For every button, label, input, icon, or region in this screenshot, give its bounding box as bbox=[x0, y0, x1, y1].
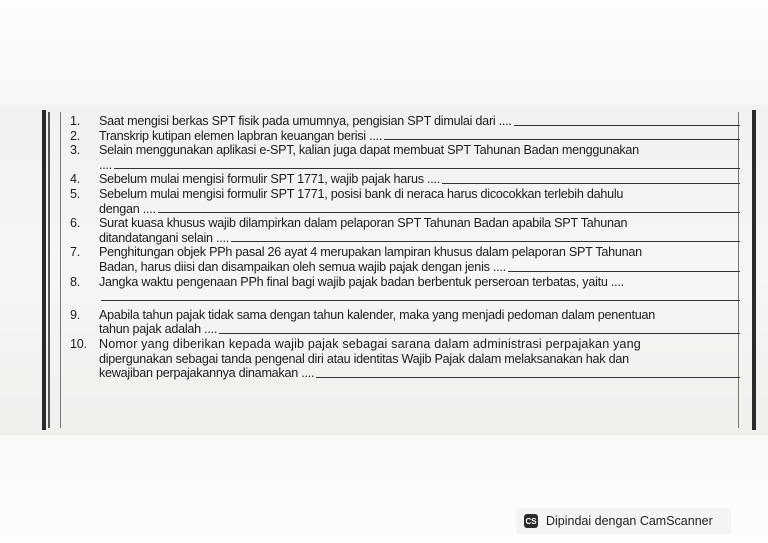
right-border-thick bbox=[752, 110, 756, 430]
answer-blank[interactable] bbox=[231, 241, 740, 242]
camscanner-logo-icon: CS bbox=[524, 514, 538, 528]
question-text: ditandatangani selain .... bbox=[99, 230, 230, 245]
question-item bbox=[64, 187, 740, 216]
question-text: Saat mengisi berkas SPT fisik pada umumnya, pengisian SPT dimulai dari .... bbox=[99, 114, 512, 128]
question-text: Transkrip kutipan elemen lapbran keuangan berisi .... bbox=[99, 128, 383, 143]
question-text: dipergunakan sebagai tanda pengenal diri atau identitas Wajib Pajak dalam melaksanakan hak dan bbox=[99, 351, 629, 366]
question-number: 10. bbox=[70, 336, 87, 351]
question-number: 8. bbox=[70, 274, 81, 289]
answer-blank[interactable] bbox=[508, 271, 740, 272]
camscanner-watermark bbox=[516, 508, 731, 534]
question-number: 9. bbox=[70, 307, 81, 322]
question-item bbox=[64, 337, 740, 381]
question-list bbox=[64, 114, 740, 381]
question-text: Selain menggunakan aplikasi e-SPT, kalian juga dapat membuat SPT Tahunan Badan menggunakan bbox=[99, 143, 639, 158]
question-text: Sebelum mulai mengisi formulir SPT 1771, posisi bank di neraca harus dicocokkan terlebih dahulu bbox=[99, 186, 624, 201]
question-text: Sebelum mulai mengisi formulir SPT 1771, wajib pajak harus .... bbox=[99, 172, 441, 187]
question-text: Jangka waktu pengenaan PPh final bagi wajib pajak badan berbentuk perseroan terbatas, yaitu .... bbox=[99, 274, 624, 289]
answer-blank[interactable] bbox=[316, 377, 740, 378]
question-number: 7. bbox=[70, 245, 81, 260]
question-number: 3. bbox=[70, 143, 81, 158]
left-border-inner bbox=[60, 112, 61, 428]
answer-blank[interactable] bbox=[514, 125, 740, 126]
answer-blank[interactable] bbox=[114, 168, 740, 169]
question-item bbox=[64, 216, 740, 245]
question-text: Penghitungan objek PPh pasal 26 ayat 4 merupakan lampiran khusus dalam pelaporan SPT Tahunan bbox=[99, 245, 642, 260]
question-text: Surat kuasa khusus wajib dilampirkan dalam pelaporan SPT Tahunan Badan apabila SPT Tahunan bbox=[99, 216, 628, 231]
question-text: kewajiban perpajakannya dinamakan .... bbox=[99, 366, 315, 381]
answer-blank[interactable] bbox=[219, 333, 740, 334]
question-item bbox=[64, 172, 740, 187]
question-item bbox=[64, 245, 740, 274]
answer-blank[interactable] bbox=[158, 212, 740, 213]
question-item bbox=[64, 143, 740, 172]
question-number: 2. bbox=[70, 128, 81, 143]
question-number: 1. bbox=[70, 114, 81, 128]
question-text: .... bbox=[99, 157, 112, 172]
question-number: 6. bbox=[70, 216, 81, 231]
answer-blank[interactable] bbox=[101, 300, 740, 301]
answer-blank[interactable] bbox=[442, 183, 740, 184]
question-number: 4. bbox=[70, 172, 81, 187]
question-item bbox=[64, 114, 740, 129]
question-item bbox=[64, 129, 740, 144]
question-text: Nomor yang diberikan kepada wajib pajak sebagai sarana dalam administrasi perpajakan yang bbox=[99, 336, 641, 351]
watermark-label: Dipindai dengan CamScanner bbox=[546, 514, 713, 528]
question-text: Apabila tahun pajak tidak sama dengan tahun kalender, maka yang menjadi pedoman dalam penentuan bbox=[99, 307, 655, 322]
question-item bbox=[64, 275, 740, 304]
question-text: tahun pajak adalah .... bbox=[99, 322, 218, 337]
question-item bbox=[64, 308, 740, 337]
left-border-thin bbox=[48, 112, 50, 428]
question-number: 5. bbox=[70, 186, 81, 201]
answer-blank[interactable] bbox=[384, 139, 740, 140]
question-text: dengan .... bbox=[99, 201, 156, 216]
question-text: Badan, harus diisi dan disampaikan oleh semua wajib pajak dengan jenis .... bbox=[99, 259, 506, 274]
left-border-thick bbox=[42, 110, 46, 430]
